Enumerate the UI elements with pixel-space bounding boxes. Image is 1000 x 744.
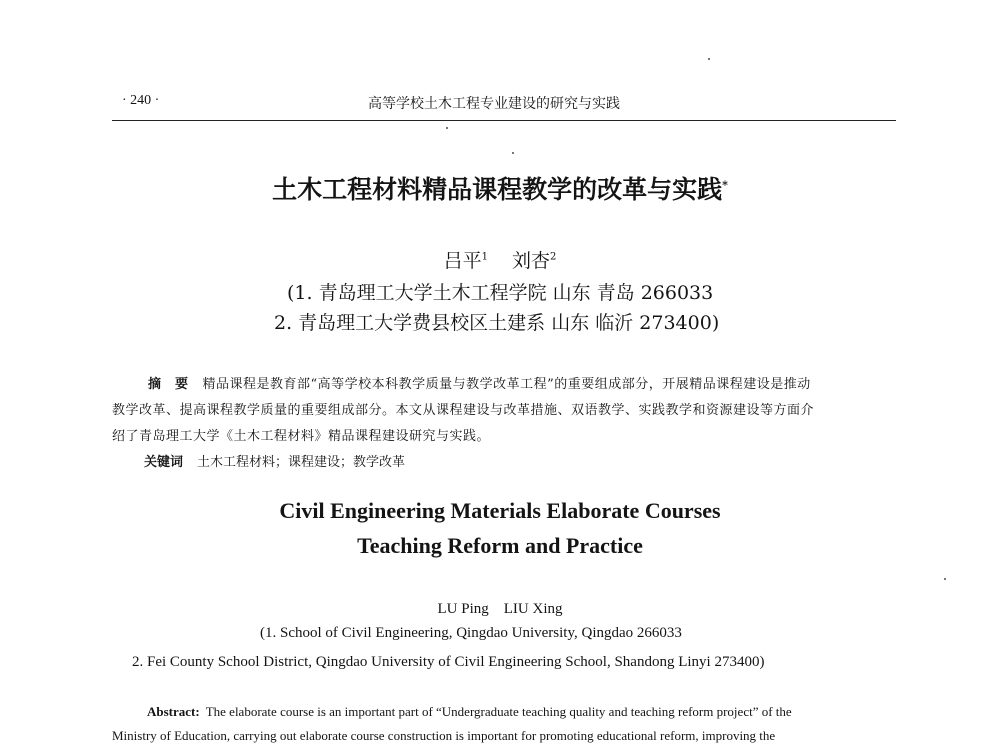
scan-speck — [512, 152, 514, 154]
title-english-line-1: Civil Engineering Materials Elaborate Courses — [279, 498, 721, 523]
author-1-name: 吕平 — [443, 250, 482, 272]
affiliation-en-1: (1. School of Civil Engineering, Qingdao University, Qingdao 266033 — [260, 625, 682, 641]
abstract-en-label: Abstract: — [147, 704, 200, 719]
authors-english: LU Ping LIU Xing — [437, 601, 563, 617]
keywords-cn — [144, 451, 405, 470]
abstract-cn-line-2: 教学改革、提高课程教学质量的重要组成部分。本文从课程建设与改革措施、双语教学、实践教学和资源建设等方面介 — [112, 403, 815, 418]
header-rule — [112, 120, 896, 121]
scan-speck — [708, 58, 710, 60]
affiliation-cn-1: (1. 青岛理工大学土木工程学院 山东 青岛 266033 — [287, 282, 714, 304]
running-header-title: 高等学校土木工程专业建设的研究与实践 — [368, 96, 620, 112]
affiliation-cn-2: 2. 青岛理工大学费县校区土建系 山东 临沂 273400) — [274, 312, 720, 334]
scan-speck — [944, 578, 946, 580]
abstract-en-line-1 — [147, 704, 792, 720]
scan-speck — [446, 127, 448, 129]
keywords-cn-label: 关键词 — [144, 455, 184, 470]
abstract-cn-line-3: 绍了青岛理工大学《土木工程材料》精品课程建设研究与实践。 — [112, 429, 491, 444]
abstract-cn-label: 摘 要 — [148, 377, 189, 392]
author-1-sup: 1 — [481, 251, 488, 263]
author-2-sup: 2 — [550, 251, 557, 263]
authors-chinese — [0, 246, 1000, 273]
abstract-en-line-2: Ministry of Education, carrying out elaborate course construction is important for promoting educational reform, improving the — [112, 728, 776, 743]
title-footnote-mark: * — [722, 178, 728, 192]
abstract-cn-line-1 — [148, 373, 811, 392]
page-number: · 240 · — [122, 93, 160, 108]
title-english-line-2: Teaching Reform and Practice — [357, 533, 643, 558]
affiliation-en-2: 2. Fei County School District, Qingdao University of Civil Engineering School, Shandong Linyi 273400) — [132, 654, 765, 670]
title-chinese-text: 土木工程材料精品课程教学的改革与实践 — [272, 175, 723, 204]
abstract-cn-text-1: 精品课程是教育部“高等学校本科教学质量与教学改革工程”的重要组成部分，开展精品课程建设是推动 — [202, 377, 811, 392]
author-2-name: 刘杏 — [512, 250, 551, 272]
keywords-cn-text: 土木工程材料；课程建设；教学改革 — [197, 455, 406, 470]
title-chinese — [0, 170, 1000, 206]
abstract-en-text-1: The elaborate course is an important part of “Undergraduate teaching quality and teaching reform project” of the — [205, 704, 792, 719]
